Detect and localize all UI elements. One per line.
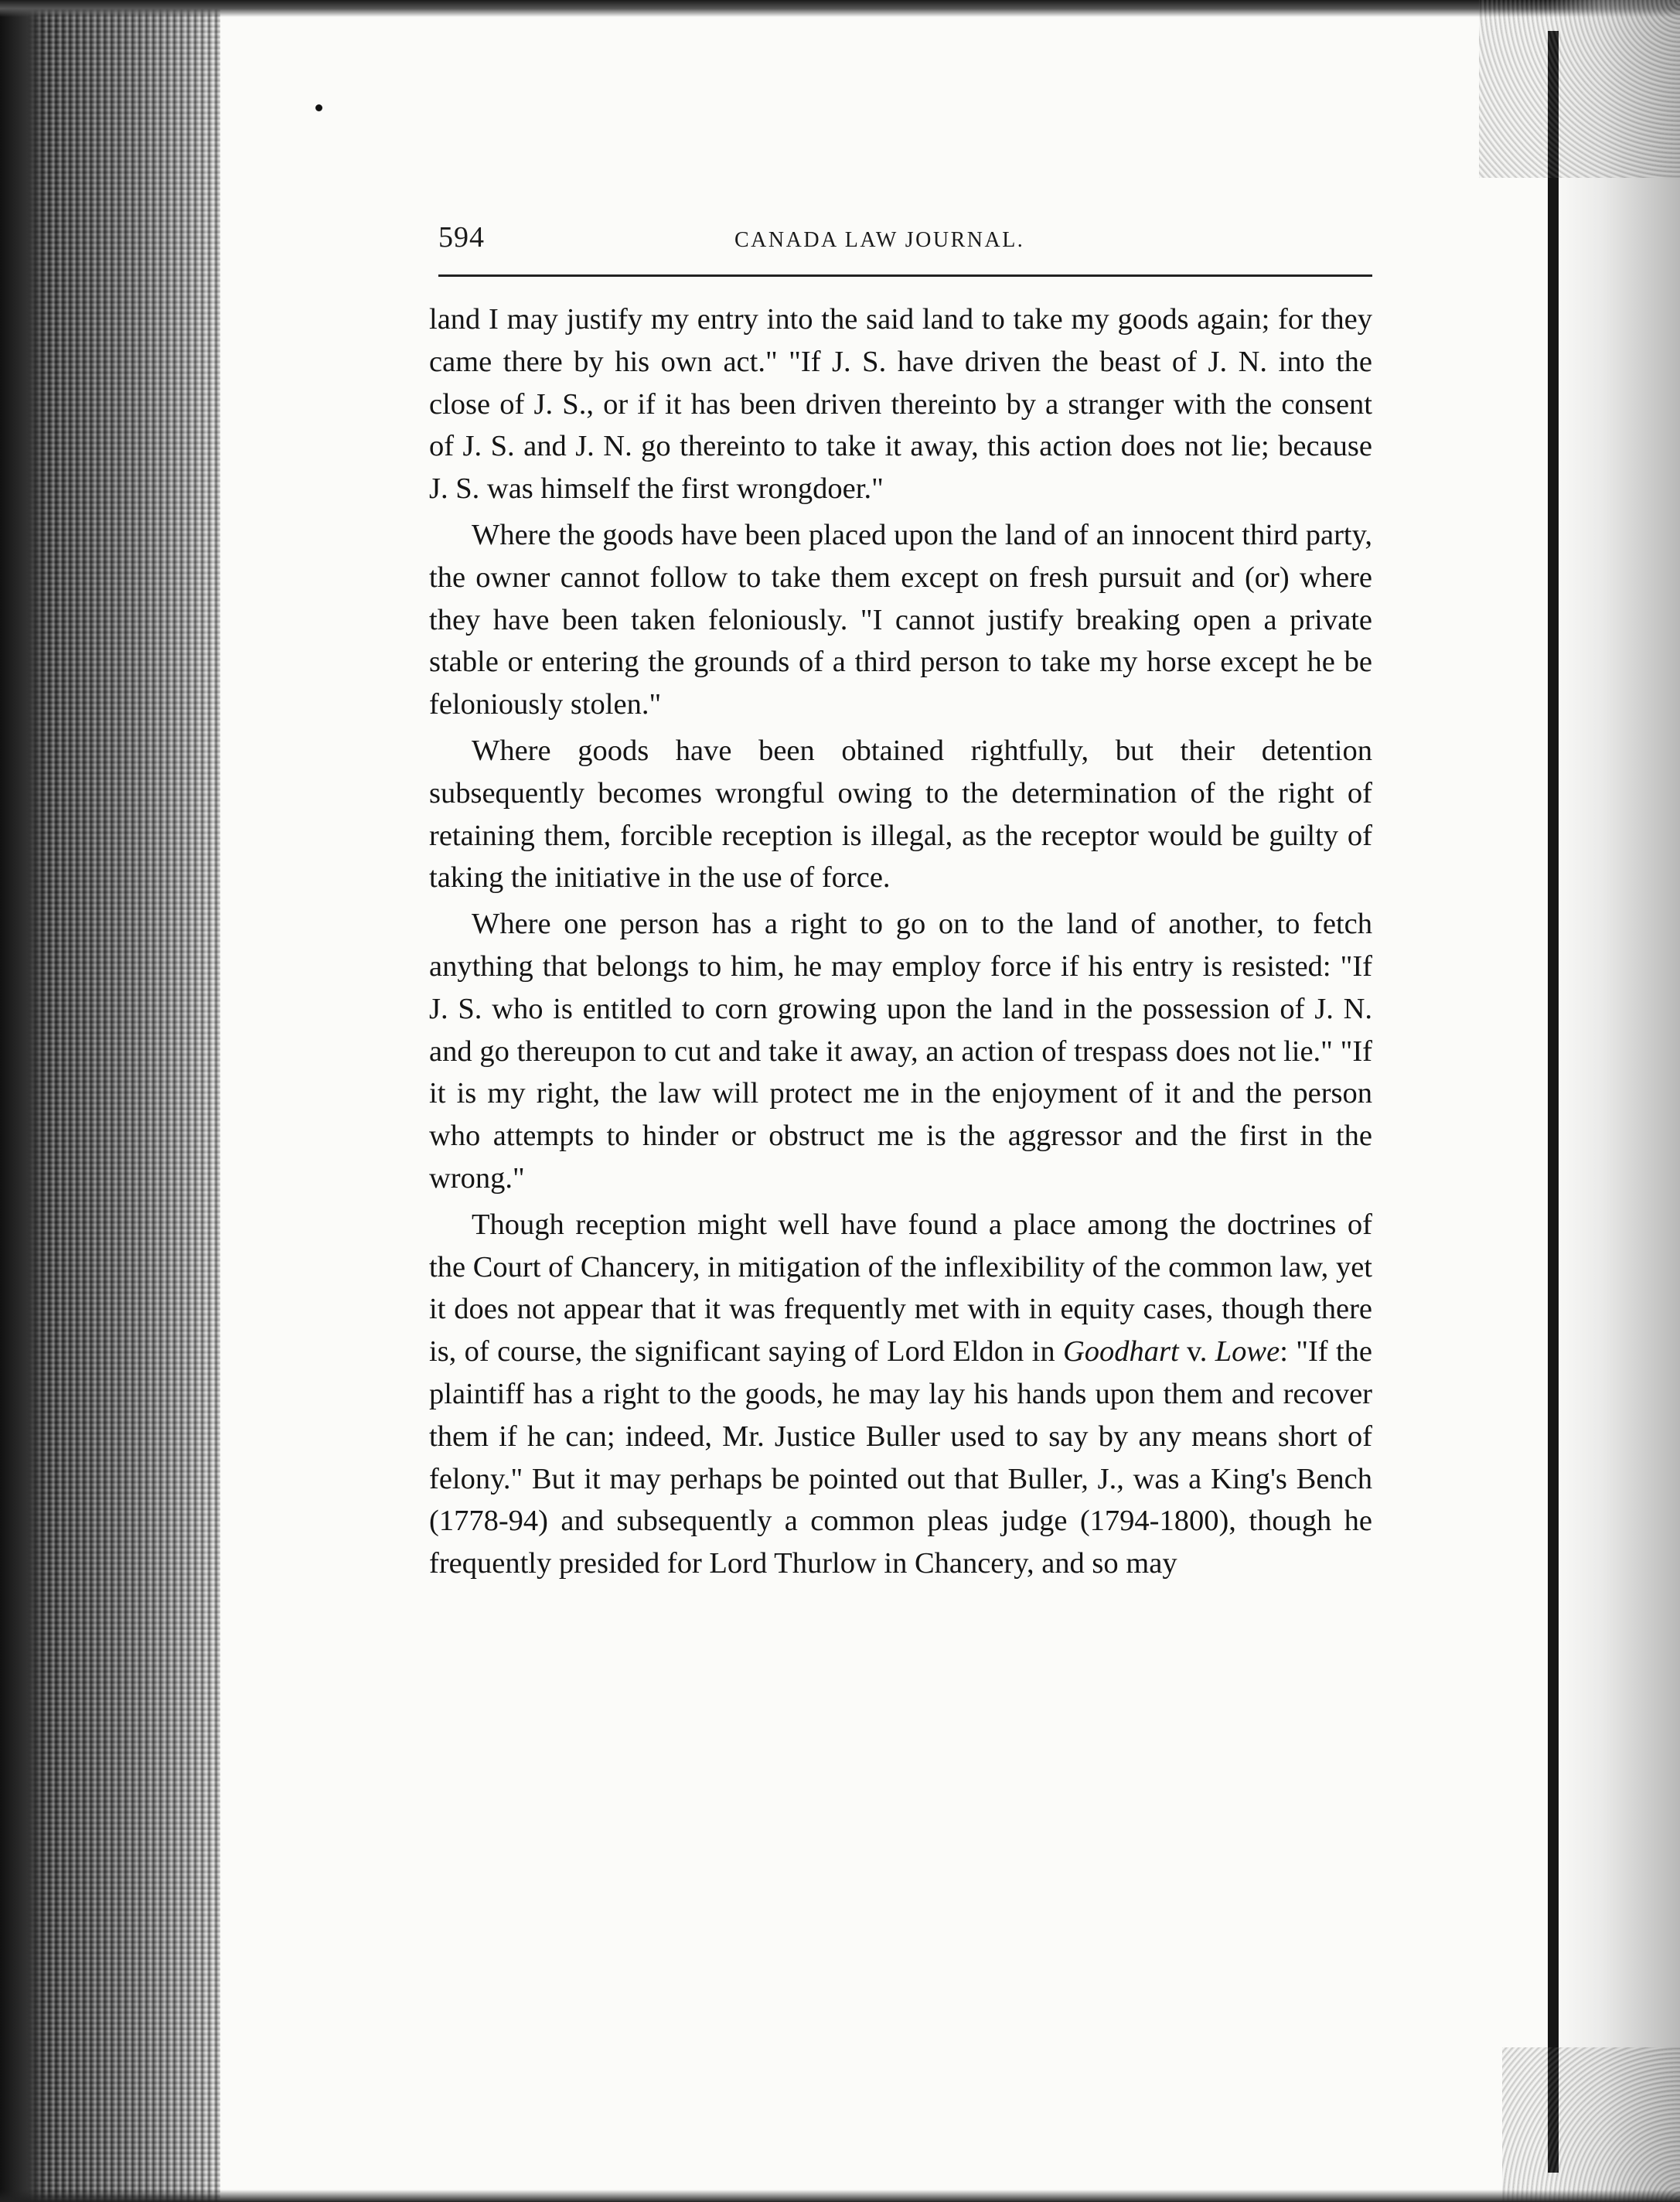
paragraph-5-lead: Though reception might well have found a place among the doctrines of the Court of Chancery, in mitigation of the inflexibility of the common law, yet it does not appear that it was frequently met with in equity cases, though there is, of course, the significant saying of Lord Eldon in (429, 1208, 1372, 1369)
top-right-corner-noise (1479, 0, 1680, 178)
paragraph-5-rest: : "If the plaintiff has a right to the goods, he may lay his hands upon them and recover them if he can; indeed, Mr. Justice Buller used to say by any means short of felony." But it may perhaps be pointed out that Buller, J., was a King's Bench (1778-94) and subsequently a common pleas judge (1794-1800), though he frequently presided for Lord Thurlow in Chancery, and so may (429, 1335, 1373, 1580)
paragraph-3: Where goods have been obtained rightfully, but their detention subsequently becomes wrongful owing to the determination of the right of retaining them, forcible reception is illegal, as the receptor would be guilty of taking the initiative in the use of force. (429, 734, 1372, 895)
ink-speck (315, 104, 322, 111)
page-content (429, 220, 1372, 1589)
right-edge-shadow (1549, 0, 1680, 2202)
journal-title: CANADA LAW JOURNAL. (734, 228, 1025, 252)
top-edge-shadow (0, 0, 1680, 17)
case-name-lowe: Lowe (1215, 1335, 1280, 1369)
paragraph-2: Where the goods have been placed upon the land of an innocent third party, the owner cannot follow to take them except on fresh pursuit and (or) where they have been taken feloniously. "I cannot justify breaking open a private stable or entering the grounds of a third person to take my horse except he be feloniously stolen." (429, 518, 1372, 721)
paragraph-5 (429, 1204, 1372, 1585)
right-edge-line (1548, 31, 1559, 2173)
paragraph-4: Where one person has a right to go on to the land of another, to fetch anything that belongs to him, he may employ force if his entry is resisted: "If J. S. who is entitled to corn growing upon the land in the possession of J. N. and go thereupon to cut and take it away, an action of trespass does not lie." "If it is my right, the law will protect me in the enjoyment of it and the person who attempts to hinder or obstruct me is the aggressor and the first in the wrong." (429, 908, 1372, 1195)
case-versus: v. (1178, 1335, 1215, 1369)
header-rule (438, 274, 1372, 277)
case-name-goodhart: Goodhart (1062, 1335, 1179, 1369)
body-text (429, 298, 1372, 1585)
bottom-edge-shadow (0, 2190, 1680, 2202)
running-head (429, 220, 1372, 267)
bottom-right-corner-noise (1502, 2047, 1680, 2202)
page-number: 594 (438, 221, 485, 254)
paragraph-1: land I may justify my entry into the said land to take my goods again; for they came there by his own act." "If J. S. have driven the beast of J. N. into the close of J. S., or if it has been driven thereinto by a stranger with the consent of J. S. and J. N. go thereinto to take it away, this action does not lie; because J. S. was himself the first wrongdoer." (429, 303, 1372, 506)
binding-edge (0, 0, 46, 2202)
